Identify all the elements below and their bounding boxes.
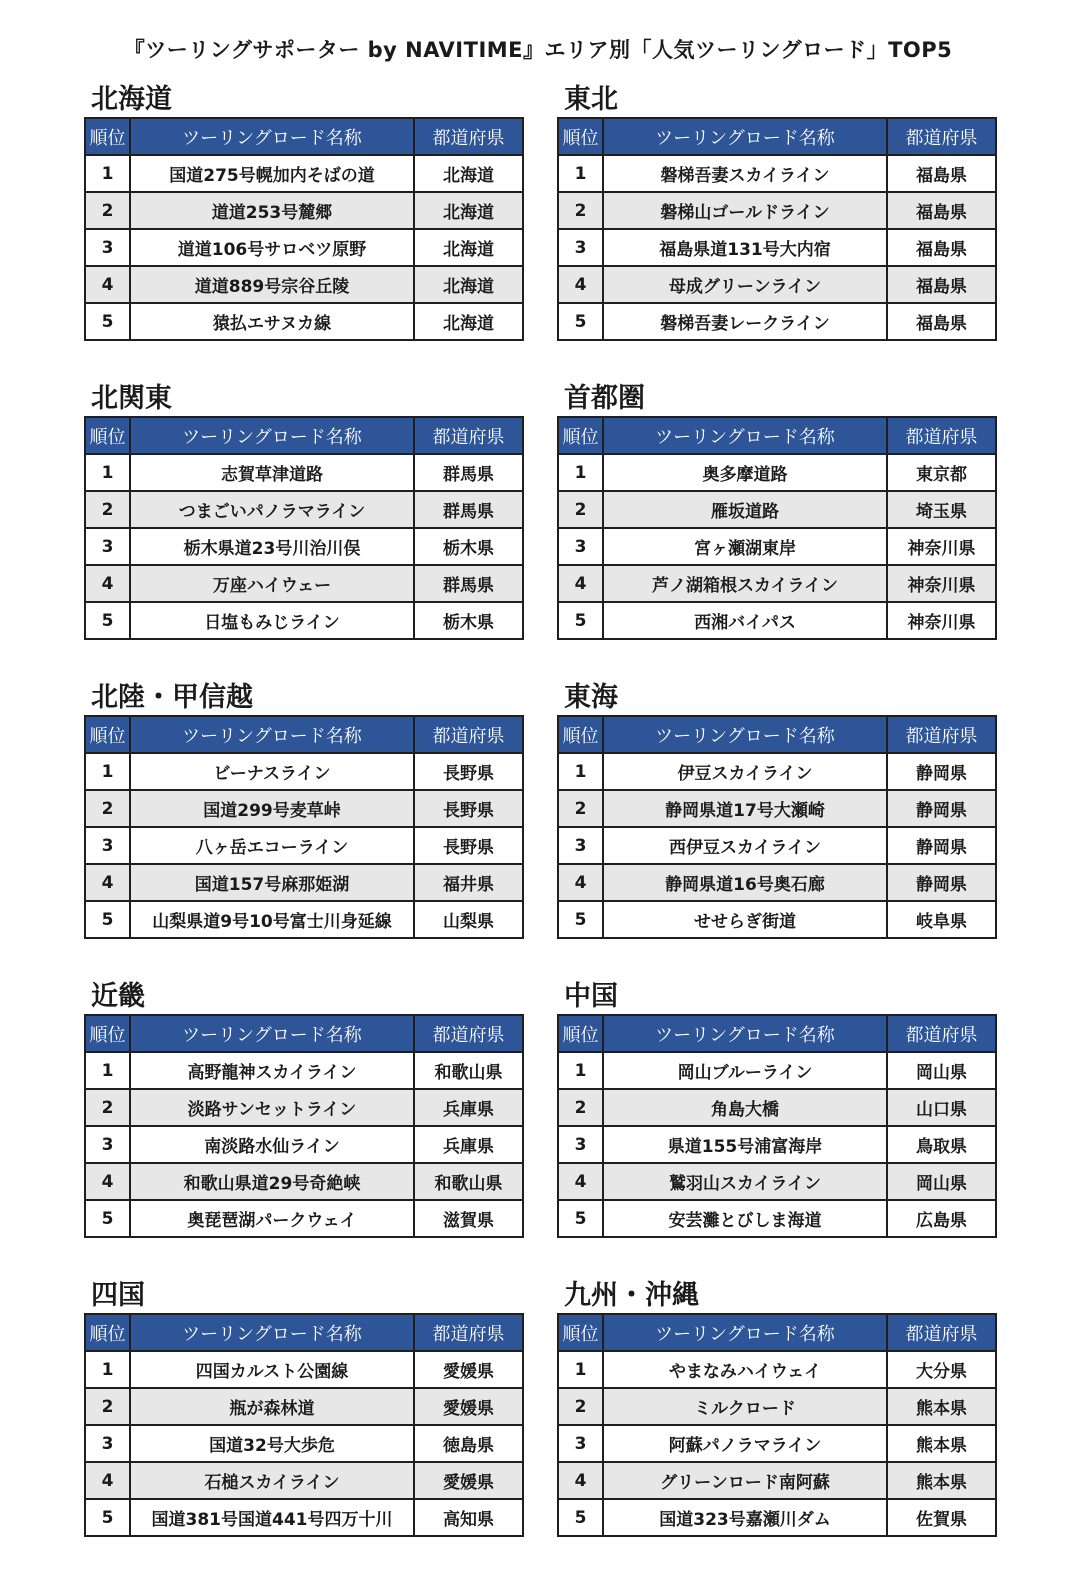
rank-cell: 2 — [85, 1388, 130, 1425]
prefecture-cell: 岡山県 — [887, 1163, 996, 1200]
prefecture-cell: 大分県 — [887, 1351, 996, 1388]
table-row — [558, 753, 996, 790]
road-name-cell: 伊豆スカイライン — [603, 753, 887, 790]
rank-cell: 4 — [558, 1163, 603, 1200]
road-name-cell: 岡山ブルーライン — [603, 1052, 887, 1089]
table-row — [85, 1126, 523, 1163]
road-name-cell: 磐梯山ゴールドライン — [603, 192, 887, 229]
prefecture-cell: 神奈川県 — [887, 565, 996, 602]
road-name-cell: 山梨県道9号10号富士川身延線 — [130, 901, 414, 938]
road-name-cell: 静岡県道17号大瀬崎 — [603, 790, 887, 827]
prefecture-cell: 栃木県 — [414, 602, 523, 639]
prefecture-cell: 静岡県 — [887, 753, 996, 790]
prefecture-cell: 群馬県 — [414, 454, 523, 491]
ranking-table — [84, 416, 524, 640]
prefecture-cell: 和歌山県 — [414, 1052, 523, 1089]
header-road-name: ツーリングロード名称 — [130, 716, 414, 753]
ranking-table — [557, 117, 997, 341]
prefecture-cell: 福島県 — [887, 303, 996, 340]
prefecture-cell: 北海道 — [414, 155, 523, 192]
road-name-cell: 国道157号麻那姫湖 — [130, 864, 414, 901]
prefecture-cell: 静岡県 — [887, 827, 996, 864]
prefecture-cell: 岐阜県 — [887, 901, 996, 938]
table-row — [85, 155, 523, 192]
rank-cell: 4 — [85, 1163, 130, 1200]
table-header-row — [558, 1015, 996, 1052]
table-row — [558, 864, 996, 901]
table-row — [558, 1126, 996, 1163]
region-block — [84, 980, 522, 1238]
table-row — [558, 565, 996, 602]
header-road-name: ツーリングロード名称 — [603, 1314, 887, 1351]
road-name-cell: 道道106号サロベツ原野 — [130, 229, 414, 266]
table-row — [85, 1388, 523, 1425]
road-name-cell: 志賀草津道路 — [130, 454, 414, 491]
prefecture-cell: 兵庫県 — [414, 1089, 523, 1126]
table-header-row — [85, 1015, 523, 1052]
road-name-cell: 瓶が森林道 — [130, 1388, 414, 1425]
road-name-cell: 日塩もみじライン — [130, 602, 414, 639]
table-header-row — [558, 118, 996, 155]
header-prefecture: 都道府県 — [414, 118, 523, 155]
header-prefecture: 都道府県 — [414, 417, 523, 454]
header-road-name: ツーリングロード名称 — [603, 1015, 887, 1052]
header-rank: 順位 — [85, 417, 130, 454]
table-header-row — [85, 118, 523, 155]
region-block — [557, 980, 995, 1238]
region-name: 九州・沖縄 — [564, 1280, 699, 1311]
region-block — [557, 83, 995, 341]
table-row — [85, 1163, 523, 1200]
prefecture-cell: 愛媛県 — [414, 1388, 523, 1425]
rank-cell: 2 — [558, 1089, 603, 1126]
table-row — [85, 565, 523, 602]
ranking-table — [84, 117, 524, 341]
table-row — [558, 491, 996, 528]
road-name-cell: 鷲羽山スカイライン — [603, 1163, 887, 1200]
ranking-table — [557, 416, 997, 640]
rank-cell: 1 — [85, 753, 130, 790]
prefecture-cell: 熊本県 — [887, 1462, 996, 1499]
road-name-cell: ミルクロード — [603, 1388, 887, 1425]
prefecture-cell: 東京都 — [887, 454, 996, 491]
header-road-name: ツーリングロード名称 — [130, 417, 414, 454]
road-name-cell: 奥琵琶湖パークウェイ — [130, 1200, 414, 1237]
ranking-table — [84, 1014, 524, 1238]
table-header-row — [558, 716, 996, 753]
rank-cell: 5 — [85, 303, 130, 340]
table-row — [558, 1052, 996, 1089]
rank-cell: 3 — [558, 528, 603, 565]
ranking-table — [557, 1313, 997, 1537]
region-block — [557, 382, 995, 640]
header-prefecture: 都道府県 — [887, 716, 996, 753]
rank-cell: 3 — [85, 1425, 130, 1462]
rank-cell: 2 — [85, 1089, 130, 1126]
header-road-name: ツーリングロード名称 — [603, 118, 887, 155]
region-block — [557, 681, 995, 939]
page-title: 『ツーリングサポーター by NAVITIME』エリア別「人気ツーリングロード」TOP5 — [123, 38, 953, 62]
region-name: 首都圏 — [564, 383, 645, 414]
table-row — [85, 491, 523, 528]
table-row — [85, 1089, 523, 1126]
prefecture-cell: 北海道 — [414, 192, 523, 229]
road-name-cell: 高野龍神スカイライン — [130, 1052, 414, 1089]
region-block — [84, 681, 522, 939]
rank-cell: 3 — [558, 1126, 603, 1163]
rank-cell: 2 — [85, 192, 130, 229]
table-header-row — [85, 417, 523, 454]
header-rank: 順位 — [85, 118, 130, 155]
table-row — [85, 1462, 523, 1499]
prefecture-cell: 熊本県 — [887, 1425, 996, 1462]
rank-cell: 2 — [558, 1388, 603, 1425]
header-prefecture: 都道府県 — [887, 417, 996, 454]
table-row — [85, 1499, 523, 1536]
table-row — [85, 192, 523, 229]
rank-cell: 4 — [558, 565, 603, 602]
prefecture-cell: 徳島県 — [414, 1425, 523, 1462]
prefecture-cell: 長野県 — [414, 753, 523, 790]
prefecture-cell: 群馬県 — [414, 565, 523, 602]
header-rank: 順位 — [85, 1015, 130, 1052]
rank-cell: 3 — [85, 229, 130, 266]
table-row — [558, 1351, 996, 1388]
header-prefecture: 都道府県 — [414, 716, 523, 753]
prefecture-cell: 和歌山県 — [414, 1163, 523, 1200]
prefecture-cell: 静岡県 — [887, 790, 996, 827]
header-rank: 順位 — [558, 1015, 603, 1052]
rank-cell: 1 — [558, 155, 603, 192]
header-road-name: ツーリングロード名称 — [130, 1015, 414, 1052]
table-row — [85, 1052, 523, 1089]
road-name-cell: 国道275号幌加内そばの道 — [130, 155, 414, 192]
prefecture-cell: 長野県 — [414, 790, 523, 827]
prefecture-cell: 神奈川県 — [887, 528, 996, 565]
prefecture-cell: 熊本県 — [887, 1388, 996, 1425]
rank-cell: 3 — [558, 1425, 603, 1462]
road-name-cell: 宮ヶ瀬湖東岸 — [603, 528, 887, 565]
ranking-table — [84, 715, 524, 939]
rank-cell: 5 — [558, 602, 603, 639]
ranking-table — [84, 1313, 524, 1537]
prefecture-cell: 兵庫県 — [414, 1126, 523, 1163]
region-name: 北海道 — [91, 84, 172, 115]
table-row — [558, 790, 996, 827]
rank-cell: 2 — [85, 790, 130, 827]
road-name-cell: 角島大橋 — [603, 1089, 887, 1126]
region-block — [84, 83, 522, 341]
road-name-cell: 阿蘇パノラマライン — [603, 1425, 887, 1462]
table-row — [558, 1462, 996, 1499]
table-row — [558, 1425, 996, 1462]
table-row — [558, 1163, 996, 1200]
header-road-name: ツーリングロード名称 — [603, 417, 887, 454]
road-name-cell: 国道323号嘉瀬川ダム — [603, 1499, 887, 1536]
table-row — [558, 266, 996, 303]
prefecture-cell: 福井県 — [414, 864, 523, 901]
table-header-row — [85, 716, 523, 753]
prefecture-cell: 北海道 — [414, 303, 523, 340]
road-name-cell: せせらぎ街道 — [603, 901, 887, 938]
rank-cell: 5 — [85, 1200, 130, 1237]
road-name-cell: やまなみハイウェイ — [603, 1351, 887, 1388]
rank-cell: 3 — [85, 528, 130, 565]
road-name-cell: 母成グリーンライン — [603, 266, 887, 303]
road-name-cell: 安芸灘とびしま海道 — [603, 1200, 887, 1237]
prefecture-cell: 福島県 — [887, 229, 996, 266]
table-row — [85, 753, 523, 790]
rank-cell: 1 — [558, 753, 603, 790]
header-prefecture: 都道府県 — [887, 118, 996, 155]
rank-cell: 4 — [85, 864, 130, 901]
rank-cell: 5 — [558, 303, 603, 340]
rank-cell: 5 — [85, 901, 130, 938]
prefecture-cell: 愛媛県 — [414, 1351, 523, 1388]
rank-cell: 4 — [85, 1462, 130, 1499]
table-header-row — [85, 1314, 523, 1351]
road-name-cell: 八ヶ岳エコーライン — [130, 827, 414, 864]
rank-cell: 5 — [85, 1499, 130, 1536]
prefecture-cell: 山口県 — [887, 1089, 996, 1126]
prefecture-cell: 群馬県 — [414, 491, 523, 528]
region-name: 北陸・甲信越 — [91, 682, 253, 713]
table-row — [85, 303, 523, 340]
header-rank: 順位 — [558, 716, 603, 753]
rank-cell: 4 — [85, 266, 130, 303]
table-row — [558, 1388, 996, 1425]
header-prefecture: 都道府県 — [887, 1314, 996, 1351]
road-name-cell: 南淡路水仙ライン — [130, 1126, 414, 1163]
prefecture-cell: 栃木県 — [414, 528, 523, 565]
header-prefecture: 都道府県 — [887, 1015, 996, 1052]
road-name-cell: 国道299号麦草峠 — [130, 790, 414, 827]
rank-cell: 4 — [558, 1462, 603, 1499]
road-name-cell: グリーンロード南阿蘇 — [603, 1462, 887, 1499]
rank-cell: 3 — [558, 229, 603, 266]
road-name-cell: 西伊豆スカイライン — [603, 827, 887, 864]
road-name-cell: 磐梯吾妻レークライン — [603, 303, 887, 340]
rank-cell: 3 — [558, 827, 603, 864]
prefecture-cell: 長野県 — [414, 827, 523, 864]
table-header-row — [558, 1314, 996, 1351]
prefecture-cell: 福島県 — [887, 192, 996, 229]
ranking-table — [557, 1014, 997, 1238]
region-name: 近畿 — [91, 981, 145, 1012]
rank-cell: 4 — [85, 565, 130, 602]
rank-cell: 4 — [558, 266, 603, 303]
road-name-cell: 芦ノ湖箱根スカイライン — [603, 565, 887, 602]
table-row — [558, 528, 996, 565]
table-row — [85, 454, 523, 491]
header-rank: 順位 — [558, 118, 603, 155]
rank-cell: 5 — [85, 602, 130, 639]
prefecture-cell: 山梨県 — [414, 901, 523, 938]
road-name-cell: 猿払エサヌカ線 — [130, 303, 414, 340]
road-name-cell: 道道253号麓郷 — [130, 192, 414, 229]
road-name-cell: つまごいパノラマライン — [130, 491, 414, 528]
rank-cell: 5 — [558, 1499, 603, 1536]
road-name-cell: 栃木県道23号川治川俣 — [130, 528, 414, 565]
road-name-cell: 福島県道131号大内宿 — [603, 229, 887, 266]
rank-cell: 2 — [558, 491, 603, 528]
table-row — [85, 1351, 523, 1388]
rank-cell: 1 — [558, 1052, 603, 1089]
region-name: 四国 — [91, 1280, 145, 1311]
road-name-cell: 雁坂道路 — [603, 491, 887, 528]
road-name-cell: ビーナスライン — [130, 753, 414, 790]
rank-cell: 2 — [558, 790, 603, 827]
header-prefecture: 都道府県 — [414, 1314, 523, 1351]
table-row — [85, 827, 523, 864]
prefecture-cell: 静岡県 — [887, 864, 996, 901]
region-block — [84, 1279, 522, 1537]
table-row — [85, 864, 523, 901]
table-row — [85, 602, 523, 639]
road-name-cell: 四国カルスト公園線 — [130, 1351, 414, 1388]
rank-cell: 1 — [85, 1351, 130, 1388]
table-row — [558, 901, 996, 938]
road-name-cell: 淡路サンセットライン — [130, 1089, 414, 1126]
rank-cell: 1 — [85, 1052, 130, 1089]
table-row — [85, 266, 523, 303]
prefecture-cell: 北海道 — [414, 229, 523, 266]
prefecture-cell: 埼玉県 — [887, 491, 996, 528]
rank-cell: 1 — [558, 1351, 603, 1388]
prefecture-cell: 福島県 — [887, 155, 996, 192]
header-road-name: ツーリングロード名称 — [603, 716, 887, 753]
prefecture-cell: 広島県 — [887, 1200, 996, 1237]
road-name-cell: 石槌スカイライン — [130, 1462, 414, 1499]
prefecture-cell: 滋賀県 — [414, 1200, 523, 1237]
road-name-cell: 磐梯吾妻スカイライン — [603, 155, 887, 192]
road-name-cell: 西湘バイパス — [603, 602, 887, 639]
road-name-cell: 万座ハイウェー — [130, 565, 414, 602]
table-row — [558, 192, 996, 229]
prefecture-cell: 神奈川県 — [887, 602, 996, 639]
table-row — [85, 1425, 523, 1462]
prefecture-cell: 福島県 — [887, 266, 996, 303]
region-block — [84, 382, 522, 640]
header-rank: 順位 — [85, 1314, 130, 1351]
road-name-cell: 国道32号大歩危 — [130, 1425, 414, 1462]
prefecture-cell: 岡山県 — [887, 1052, 996, 1089]
header-prefecture: 都道府県 — [414, 1015, 523, 1052]
region-block — [557, 1279, 995, 1537]
table-row — [558, 303, 996, 340]
rank-cell: 2 — [85, 491, 130, 528]
table-row — [558, 155, 996, 192]
header-rank: 順位 — [558, 1314, 603, 1351]
road-name-cell: 奥多摩道路 — [603, 454, 887, 491]
prefecture-cell: 鳥取県 — [887, 1126, 996, 1163]
table-row — [85, 1200, 523, 1237]
table-row — [558, 1089, 996, 1126]
rank-cell: 3 — [85, 827, 130, 864]
rank-cell: 5 — [558, 901, 603, 938]
prefecture-cell: 愛媛県 — [414, 1462, 523, 1499]
header-road-name: ツーリングロード名称 — [130, 1314, 414, 1351]
road-name-cell: 国道381号国道441号四万十川 — [130, 1499, 414, 1536]
table-row — [558, 1200, 996, 1237]
table-row — [558, 454, 996, 491]
table-row — [558, 1499, 996, 1536]
road-name-cell: 静岡県道16号奥石廊 — [603, 864, 887, 901]
region-name: 中国 — [564, 981, 618, 1012]
table-row — [558, 827, 996, 864]
header-road-name: ツーリングロード名称 — [130, 118, 414, 155]
table-row — [558, 602, 996, 639]
rank-cell: 4 — [558, 864, 603, 901]
table-row — [85, 528, 523, 565]
rank-cell: 1 — [85, 155, 130, 192]
table-row — [558, 229, 996, 266]
rank-cell: 1 — [558, 454, 603, 491]
header-rank: 順位 — [558, 417, 603, 454]
table-row — [85, 790, 523, 827]
region-name: 東海 — [564, 682, 618, 713]
road-name-cell: 和歌山県道29号奇絶峡 — [130, 1163, 414, 1200]
prefecture-cell: 佐賀県 — [887, 1499, 996, 1536]
rank-cell: 3 — [85, 1126, 130, 1163]
prefecture-cell: 北海道 — [414, 266, 523, 303]
region-name: 北関東 — [91, 383, 172, 414]
table-row — [85, 229, 523, 266]
rank-cell: 5 — [558, 1200, 603, 1237]
region-name: 東北 — [564, 84, 618, 115]
road-name-cell: 道道889号宗谷丘陵 — [130, 266, 414, 303]
ranking-table — [557, 715, 997, 939]
road-name-cell: 県道155号浦富海岸 — [603, 1126, 887, 1163]
table-row — [85, 901, 523, 938]
rank-cell: 2 — [558, 192, 603, 229]
prefecture-cell: 高知県 — [414, 1499, 523, 1536]
header-rank: 順位 — [85, 716, 130, 753]
table-header-row — [558, 417, 996, 454]
rank-cell: 1 — [85, 454, 130, 491]
